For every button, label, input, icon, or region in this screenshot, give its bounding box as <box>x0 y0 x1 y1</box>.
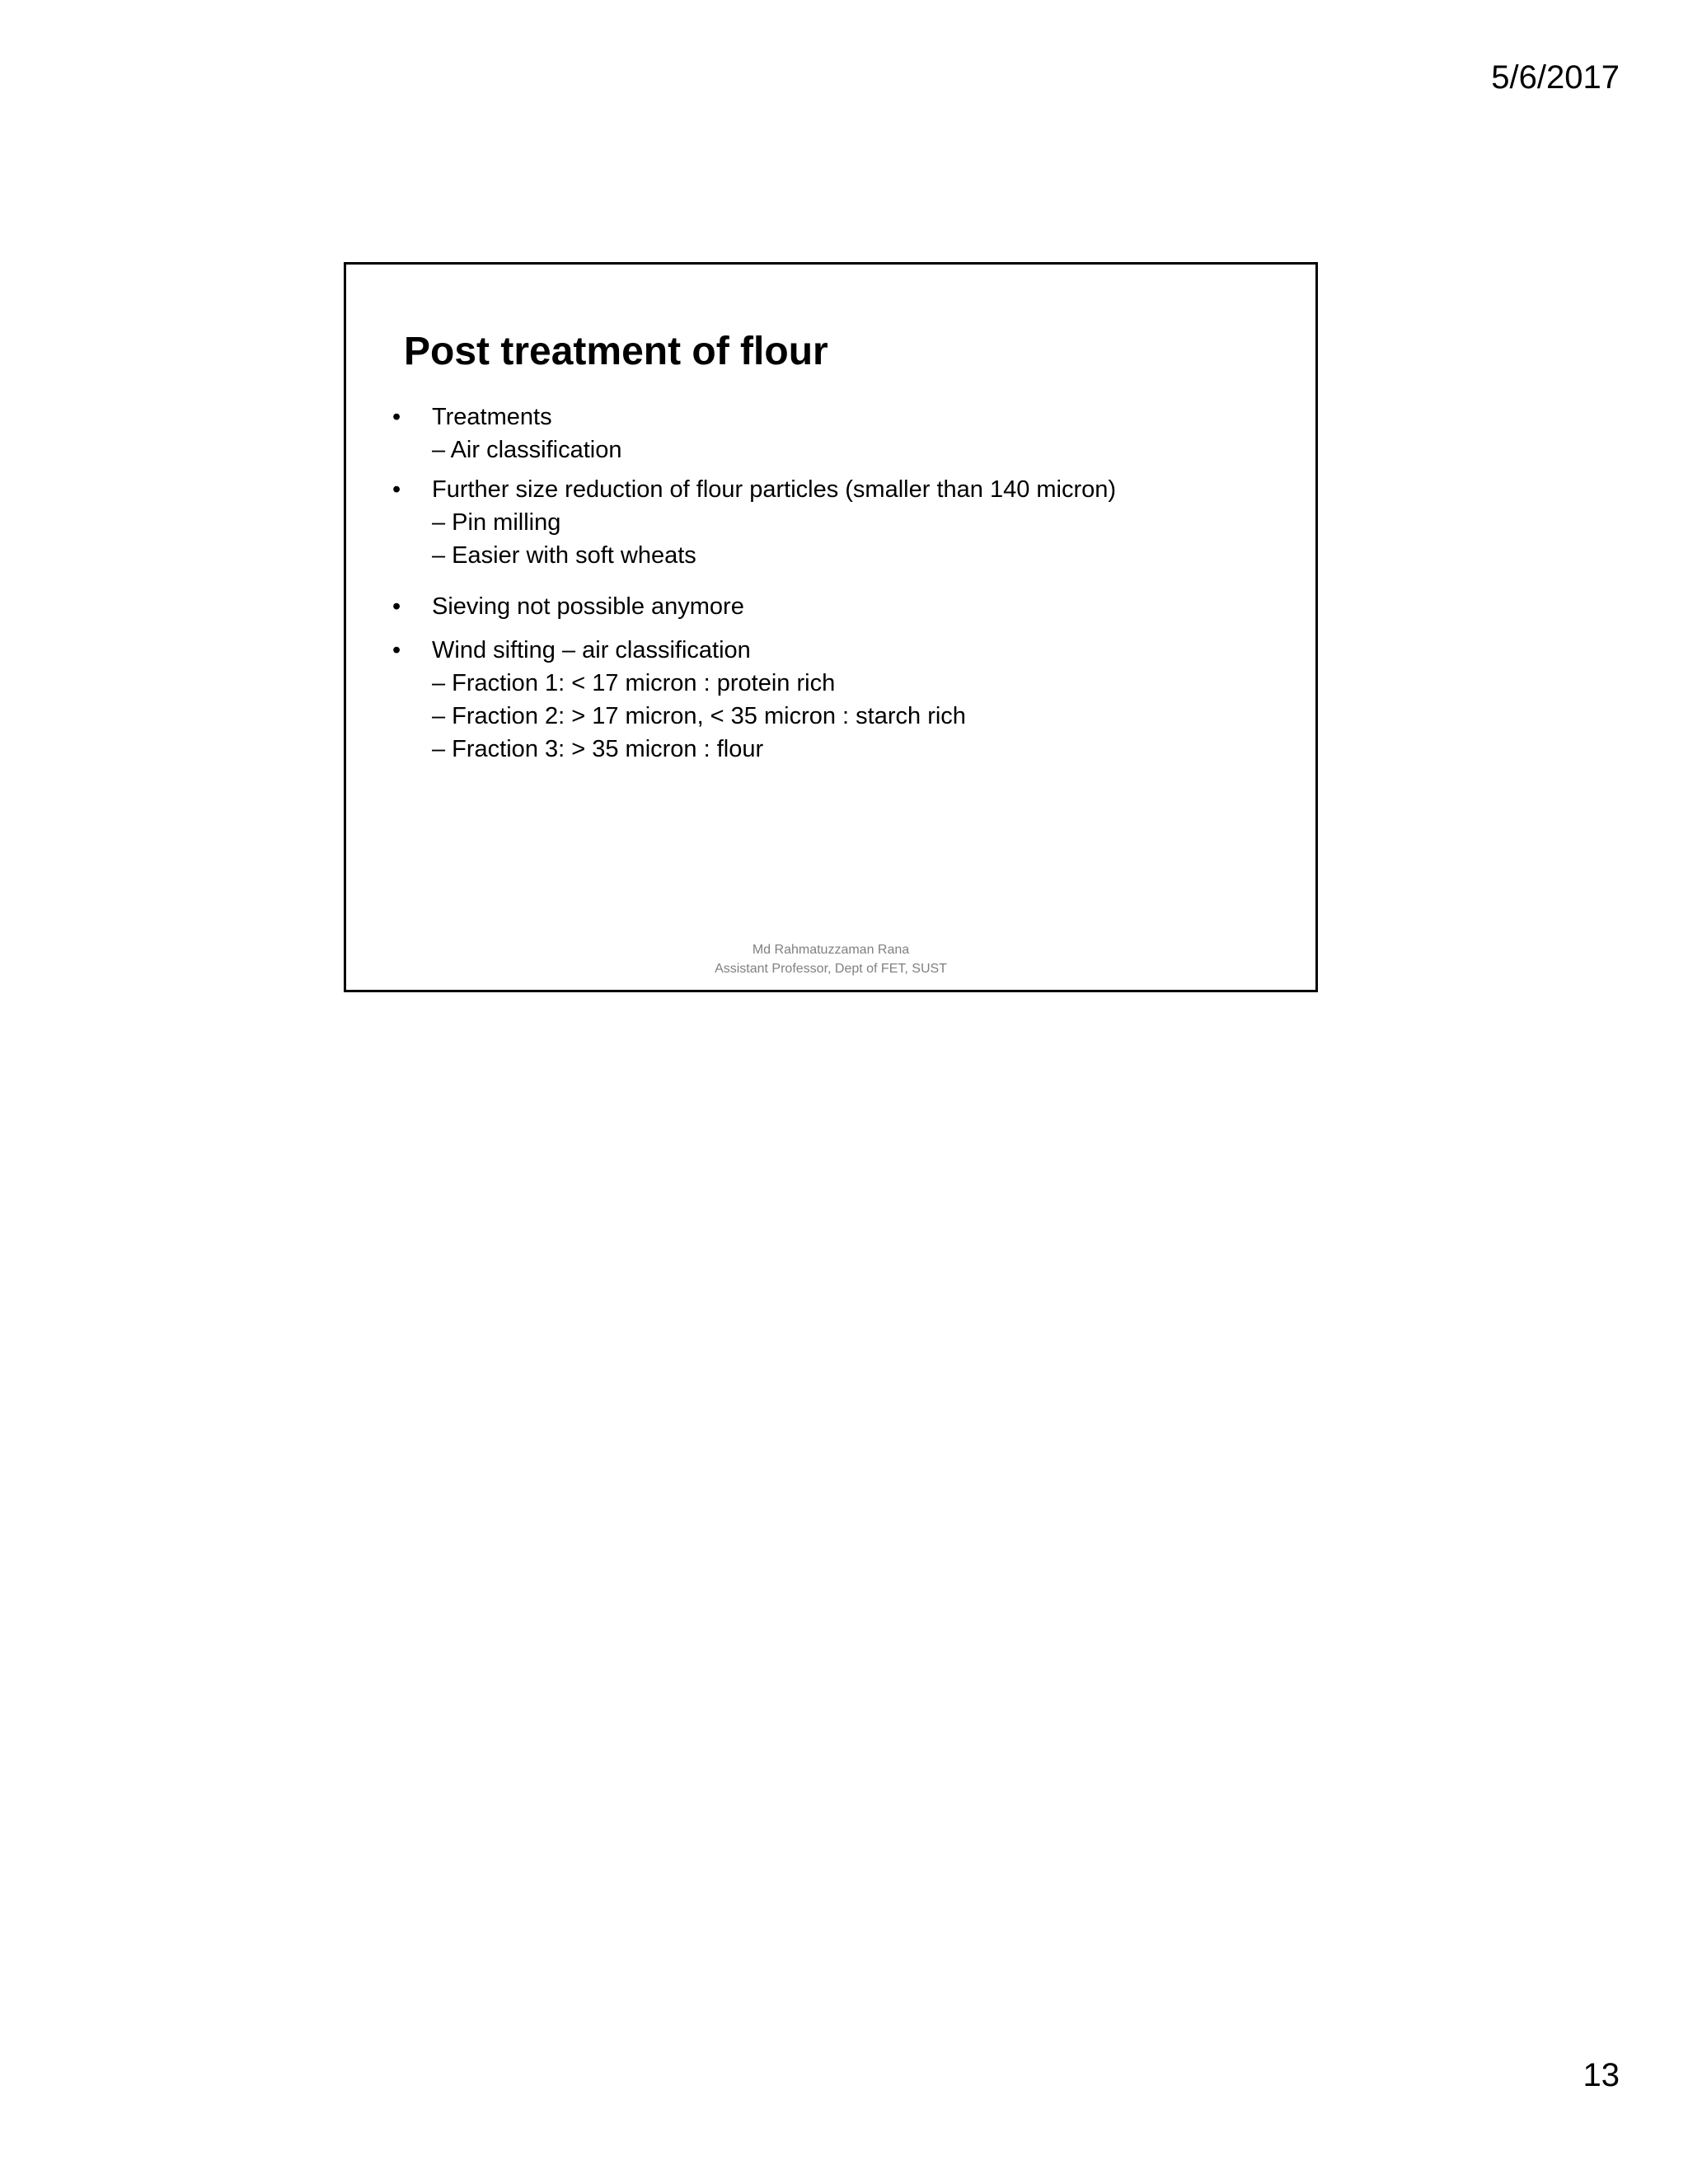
sub-bullet: – Easier with soft wheats <box>432 542 696 569</box>
sub-bullet: – Fraction 3: > 35 micron : flour <box>432 736 764 762</box>
sub-bullet: – Fraction 1: < 17 micron : protein rich <box>432 670 836 696</box>
page-date: 5/6/2017 <box>1491 59 1620 96</box>
bullet-list <box>346 265 1315 990</box>
slide-title: Post treatment of flour <box>404 330 828 373</box>
bullet-text: Treatments <box>432 404 552 430</box>
bullet-text: Further size reduction of flour particles (smaller than 140 micron) <box>432 476 1117 503</box>
bullet-text: Sieving not possible anymore <box>432 593 744 620</box>
footer-author: Md Rahmatuzzaman Rana <box>752 943 910 957</box>
footer-affiliation: Assistant Professor, Dept of FET, SUST <box>715 962 947 976</box>
bullet-text: Wind sifting – air classification <box>432 637 751 663</box>
bullet-dot-icon: • <box>392 637 401 663</box>
slide-footer <box>346 940 1315 978</box>
slide-thumbnail <box>344 262 1318 992</box>
sub-bullet: – Fraction 2: > 17 micron, < 35 micron : starch rich <box>432 703 966 729</box>
bullet-dot-icon: • <box>392 404 401 430</box>
page-number: 13 <box>1582 2057 1620 2093</box>
bullet-dot-icon: • <box>392 593 401 620</box>
sub-bullet: – Pin milling <box>432 509 561 536</box>
sub-bullet: – Air classification <box>432 437 622 463</box>
bullet-dot-icon: • <box>392 476 401 503</box>
